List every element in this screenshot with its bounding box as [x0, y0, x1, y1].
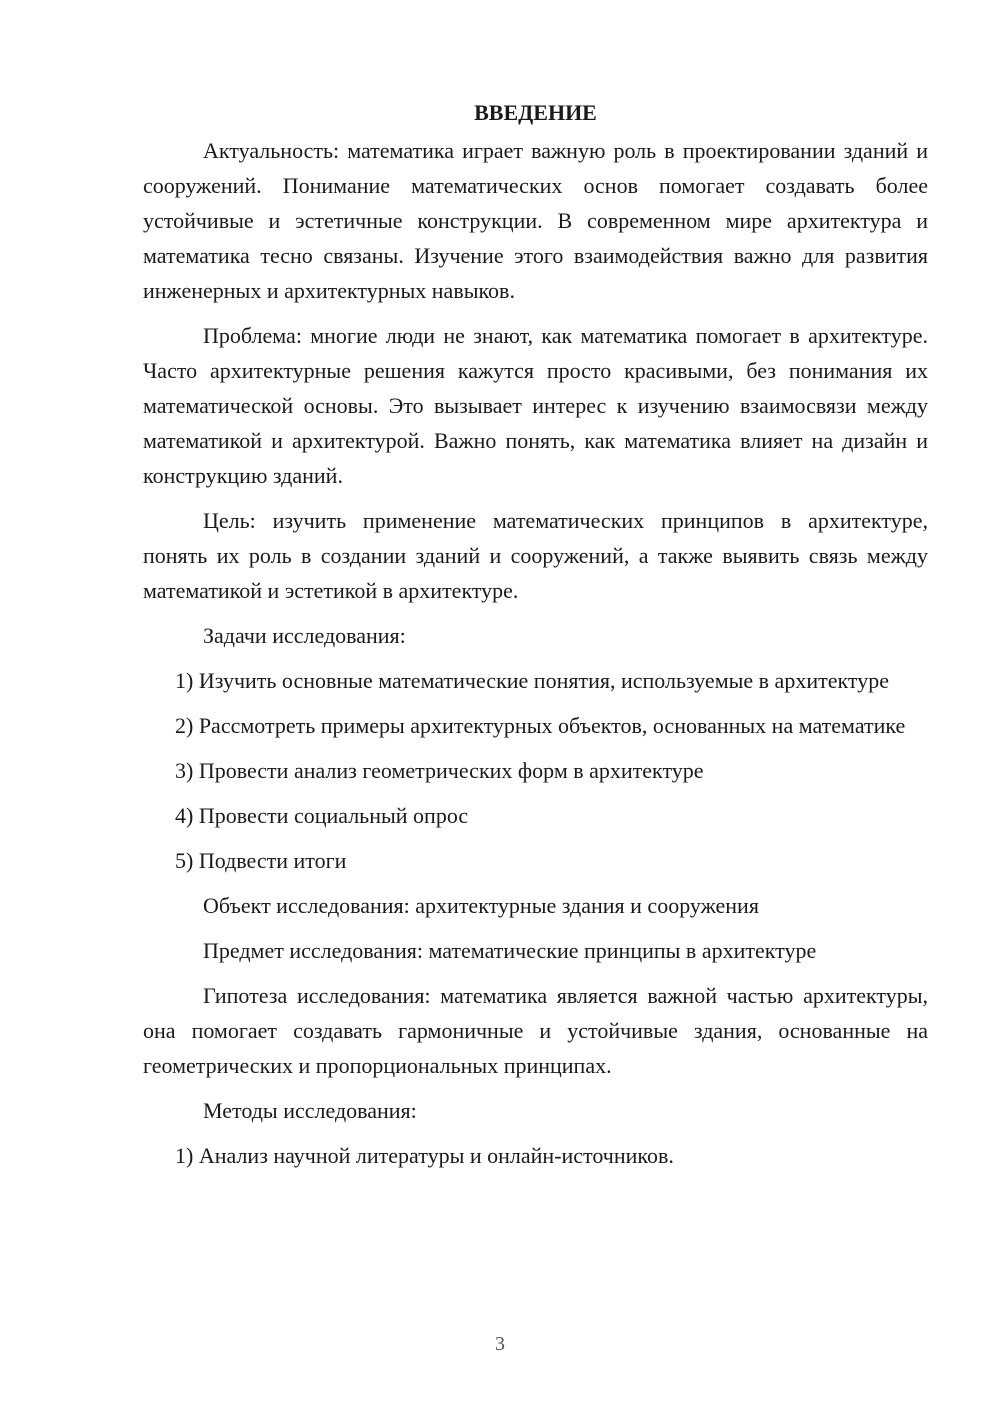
document-page — [143, 95, 928, 1183]
section-title: ВВЕДЕНИЕ — [474, 100, 597, 125]
task-item: 4) Провести социальный опрос — [175, 803, 469, 828]
research-object: Объект исследования: архитектурные здания и сооружения — [203, 893, 759, 918]
page-number: 3 — [495, 1333, 505, 1355]
tasks-heading: Задачи исследования: — [203, 623, 406, 648]
research-subject: Предмет исследования: математические принципы в архитектуре — [203, 938, 817, 963]
task-item: 3) Провести анализ геометрических форм в архитектуре — [175, 758, 704, 783]
task-item: 1) Изучить основные математические понятия, используемые в архитектуре — [175, 668, 889, 693]
relevance-paragraph: Актуальность: математика играет важную роль в проектировании зданий и сооружений. Понимание математических основ помогает создавать более устойчивые и эстетичные конструкции. В современном мире архитектура и математика тесно связаны. Изучение этого взаимодействия важно для развития инженерных и архитектурных навыков. — [143, 138, 928, 303]
task-item: 2) Рассмотреть примеры архитектурных объектов, основанных на математике — [175, 713, 906, 738]
method-item: 1) Анализ научной литературы и онлайн-источников. — [175, 1143, 674, 1168]
goal-paragraph: Цель: изучить применение математических принципов в архитектуре, понять их роль в создании зданий и сооружений, а также выявить связь между математикой и эстетикой в архитектуре. — [143, 508, 928, 603]
methods-heading: Методы исследования: — [203, 1098, 417, 1123]
hypothesis-paragraph: Гипотеза исследования: математика является важной частью архитектуры, она помогает создавать гармоничные и устойчивые здания, основанные на геометрических и пропорциональных принципах. — [143, 983, 928, 1078]
task-item: 5) Подвести итоги — [175, 848, 347, 873]
problem-paragraph: Проблема: многие люди не знают, как математика помогает в архитектуре. Часто архитектурные решения кажутся просто красивыми, без понимания их математической основы. Это вызывает интерес к изучению взаимосвязи между математикой и архитектурой. Важно понять, как математика влияет на дизайн и конструкцию зданий. — [143, 323, 928, 488]
